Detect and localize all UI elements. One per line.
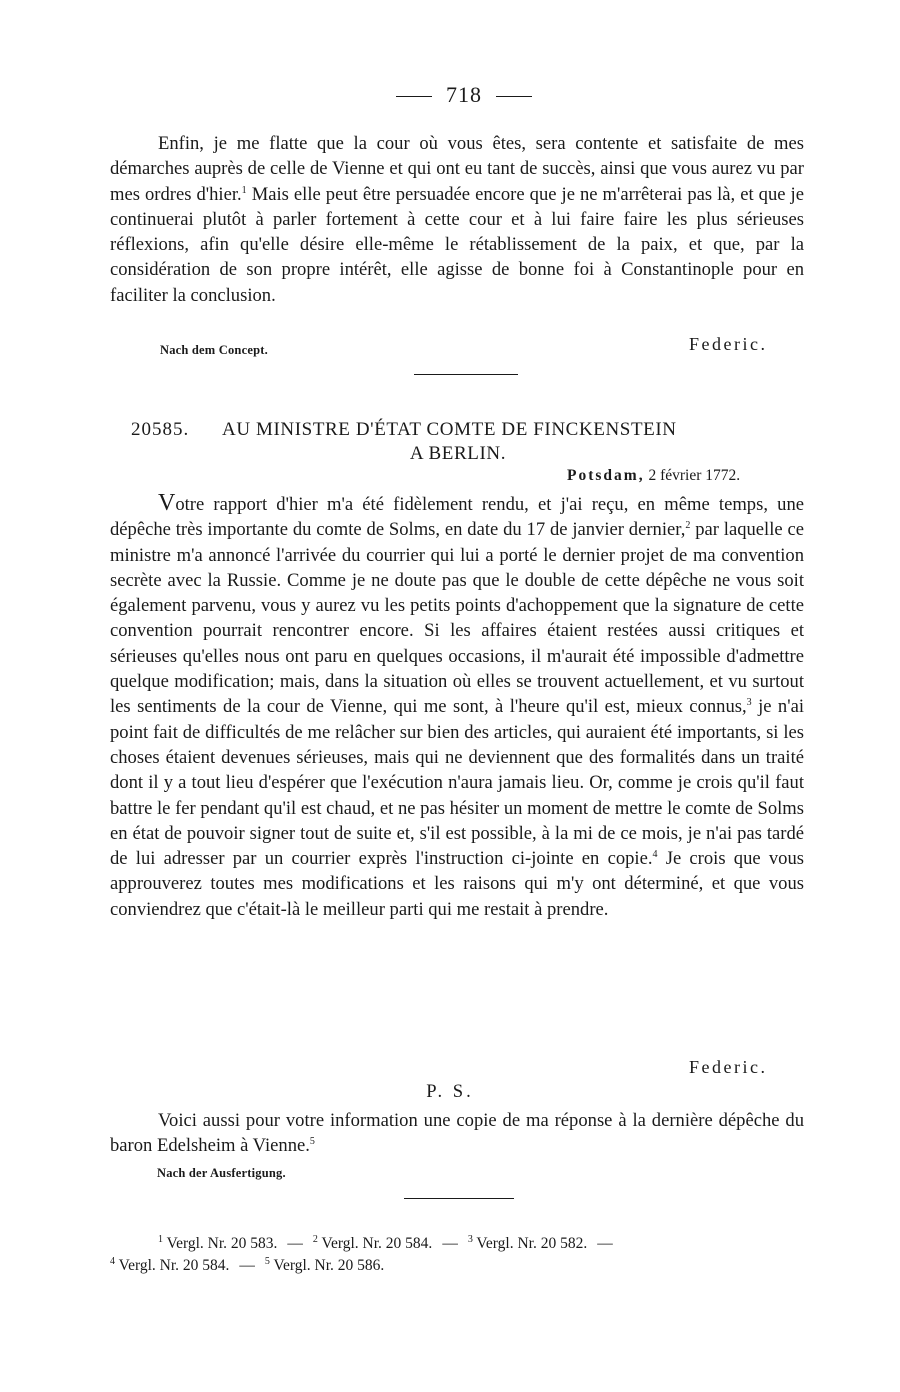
paragraph-3: [110, 1108, 804, 1159]
footnote-mark: 1: [158, 1233, 163, 1245]
footnote-text: Vergl. Nr. 20 583.: [166, 1235, 278, 1252]
paragraph-1-continued: Mais elle peut être persuadée encore que je ne m'arrêterai pas là, et que je continuerai plutôt à parler fortement à cette cour et à lui faire faire les plus sérieuses réflexions, afin qu'elle désire elle-même le rétablissement de la paix, et que, par la considération de son propre intérêt, elle agisse de bonne foi à Constantinople pour en faciliter la conclusion.: [110, 183, 804, 306]
page-number-text: 718: [446, 82, 482, 107]
paragraph-2-initial: V: [158, 490, 176, 516]
footnotes-line-1: [110, 1233, 804, 1255]
paragraph-1: [110, 131, 804, 308]
footnote-text: Vergl. Nr. 20 584.: [321, 1235, 433, 1252]
footnote-ref-2: 2: [685, 520, 691, 532]
footnote-text: Vergl. Nr. 20 582.: [476, 1235, 588, 1252]
footnote-separator: —: [287, 1235, 303, 1252]
paragraph-3-text: Voici aussi pour votre information une copie de ma réponse à la dernière dépêche du baron Edelsheim à Vienne.: [110, 1110, 804, 1157]
footnote-separator: —: [239, 1257, 255, 1274]
footnote-mark: 2: [312, 1233, 318, 1245]
footnotes-line-2: [110, 1255, 804, 1277]
footnote-divider: [404, 1198, 514, 1199]
paragraph-2: [110, 491, 804, 922]
paragraph-2-text-a: otre rapport d'hier m'a été fidèlement rendu, et j'ai reçu, en même temps, une dépêche très importante du comte de Solms, en date du 17 de janvier dernier,: [110, 494, 804, 541]
dateline-date: 2 février 1772.: [648, 467, 741, 484]
page-number-dash-right: [496, 96, 532, 97]
paragraph-2-text-b: par laquelle ce ministre m'a annoncé l'arrivée du courrier qui lui a porté le dernier projet de ma convention secrète avec la Russie. Comme je ne doute pas que le double de cette dépêche ne vous soit également parvenu, vous y aurez vu les petits points d'achoppement que la signature de cette convention pourrait rencontrer encore. Si les affaires étaient restées aussi critiques et sérieuses qu'elles nous ont paru en quelques occasions, il m'aurait été impossible d'admettre quelque modification; mais, dans la situation où elles se trouvent actuellement, et vu surtout les sentiments de la cour de Vienne, qui me sont, à l'heure qu'il est, mieux connus,: [110, 519, 804, 718]
footnote-mark: 3: [467, 1233, 473, 1245]
footnote-mark: 5: [264, 1255, 270, 1267]
dateline-place: Potsdam,: [567, 467, 645, 484]
footnote-ref-1: 1: [241, 184, 247, 196]
source-note-1: Nach dem Concept.: [160, 343, 268, 357]
footnotes: [110, 1233, 804, 1277]
letter-heading-line2: A BERLIN.: [409, 443, 507, 464]
footnote-text: Vergl. Nr. 20 586.: [273, 1257, 385, 1274]
postscript-label: P. S.: [426, 1081, 474, 1102]
paragraph-1-text: Enfin, je me flatte que la cour où vous êtes, sera contente et satisfaite de mes démarches auprès de celle de Vienne et qui ont eu tant de succès, ainsi que vous aurez vu par mes ordres d'hier.: [110, 133, 804, 205]
section-divider-1: [414, 374, 518, 375]
letter-heading: AU MINISTRE D'ÉTAT COMTE DE FINCKENSTEIN: [222, 419, 677, 440]
footnote-mark: 4: [110, 1255, 115, 1267]
document-number: 20585.: [131, 419, 190, 440]
page-number-dash-left: [396, 96, 432, 97]
footnote-separator: —: [597, 1235, 613, 1252]
footnote-ref-3: 3: [746, 697, 752, 709]
source-note-2: Nach der Ausfertigung.: [157, 1166, 286, 1180]
signature-2: Federic.: [689, 1057, 768, 1077]
dateline: [567, 467, 740, 485]
signature-1: Federic.: [689, 334, 768, 354]
footnote-ref-5: 5: [309, 1136, 315, 1148]
page-number: [0, 82, 900, 108]
paragraph-2-text-c: je n'ai point fait de difficultés de me relâcher sur bien des articles, qui auraient été importants, si les choses étaient devenues sérieuses, mais qui ne deviennent que des formalités dans un traité dont il y a tout lieu d'espérer que l'exécution n'aura jamais lieu. Or, comme je crois qu'il faut battre le fer pendant qu'il est chaud, et ne pas hésiter un moment de mettre le comte de Solms en état de pouvoir signer tout de suite et, s'il est possible, à la mi de ce mois, je n'ai pas tardé de lui adresser par un courrier exprès l'instruction ci-jointe en copie.: [110, 696, 804, 870]
footnote-separator: —: [442, 1235, 458, 1252]
paragraph-2-text-d: Je crois que vous approuverez toutes mes modifications et les raisons qui m'y ont déterminé, et que vous conviendrez que c'était-là le meilleur parti qui me restait à prendre.: [110, 848, 804, 920]
footnote-text: Vergl. Nr. 20 584.: [118, 1257, 230, 1274]
footnote-ref-4: 4: [652, 848, 658, 860]
